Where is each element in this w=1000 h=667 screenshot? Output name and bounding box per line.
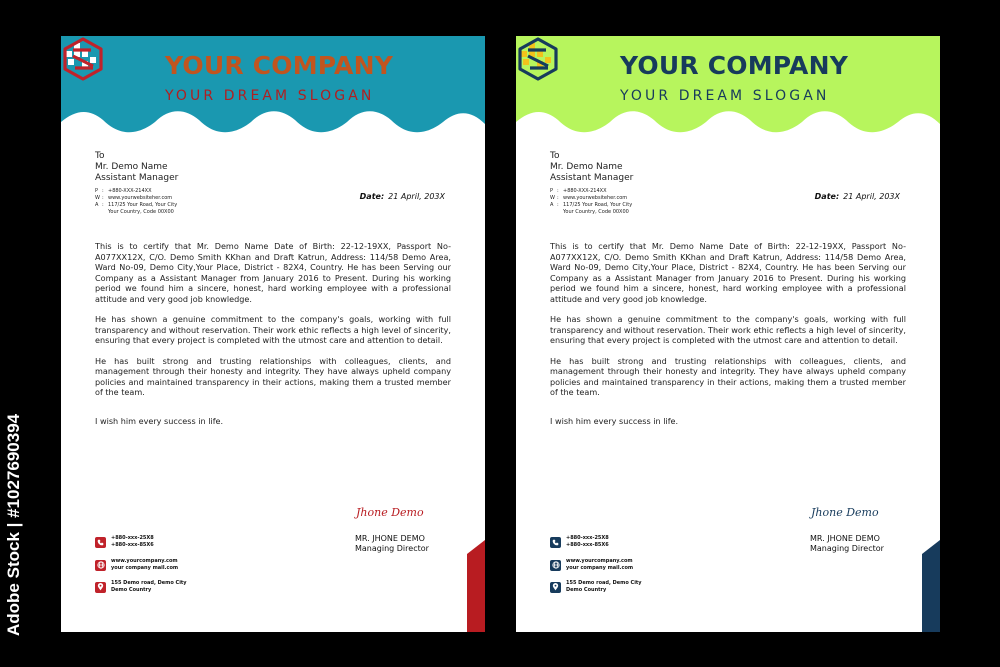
contact-row [95,195,177,202]
contact-row [550,202,632,209]
contact-value: +880-XXX-214XX [563,188,607,194]
contact-colon: : [102,188,104,194]
footer-website: www.yourcompany.com [111,558,178,564]
sender-contact-block [95,188,177,216]
footer-address-line-2: Demo Country [566,587,607,593]
contact-row [550,209,632,216]
contact-value: www.yourwebsiteher.com [563,195,628,201]
signer-name: MR. JHONE DEMO [355,534,425,543]
recipient-name: Mr. Demo Name [550,162,623,172]
contact-value: 117/25 Your Road, Your City [563,202,633,208]
letterhead-page-teal [61,36,485,632]
contact-key: W [550,195,555,201]
contact-row [95,209,177,216]
company-logo-icon [516,36,560,82]
letter-body [550,241,906,436]
contact-colon: : [557,195,559,201]
location-pin-icon [95,582,106,593]
letter-date [815,192,900,201]
date-label: Date: [359,192,385,201]
contact-value: Your Country, Code 00X00 [563,209,629,215]
contact-key: P [550,188,554,194]
footer-phone-2: +880-xxx-85X6 [566,542,609,548]
header-band [516,36,940,146]
footer-web [550,558,633,572]
contact-value: www.yourwebsiteher.com [108,195,173,201]
footer-phone [95,535,154,549]
footer-website: www.yourcompany.com [566,558,633,564]
footer-phone-1: +880-xxx-25X8 [566,535,609,541]
recipient-block [95,151,178,184]
date-label: Date: [814,192,840,201]
body-paragraph-2: He has shown a genuine commitment to the company's goals, working with full transparency and without reservation. Their work ethic reflects a high level of sincerity, ensuring that every project is completed with the utmost care and attention to detail. [95,314,451,345]
recipient-title: Assistant Manager [95,173,179,183]
handwritten-signature: Jhone Demo [356,506,424,519]
side-watermark: Adobe Stock | #1027690394 [4,413,23,636]
company-name: YOUR COMPANY [165,51,393,80]
date-value: 21 April, 203X [843,192,900,201]
globe-icon [95,560,106,571]
footer-address-line-2: Demo Country [111,587,152,593]
signer-title: Managing Director [355,544,429,553]
sender-contact-block [550,188,632,216]
footer-phone-2: +880-xxx-85X6 [111,542,154,548]
contact-row [550,188,632,195]
contact-key: P [95,188,99,194]
contact-value: 117/25 Your Road, Your City [108,202,178,208]
location-pin-icon [550,582,561,593]
body-paragraph-3: He has built strong and trusting relationships with colleagues, clients, and management through their honesty and integrity. They have always upheld company policies and maintained transparency in their actions, making them a trusted member of the team. [550,355,906,397]
footer-address [550,580,642,594]
letterhead-page-lime [516,36,940,632]
header-band [61,36,485,146]
company-slogan: YOUR DREAM SLOGAN [165,88,375,104]
body-paragraph-1: This is to certify that Mr. Demo Name Date of Birth: 22-12-19XX, Passport No-A077XX12X, C/O. Demo Smith KKhan and Draft Katrun, Address: 114/58 Demo Area, Ward No-09, Demo City,Your Place, District - 82X4, Country. He has been Serving our Company as a Assistant Manager from January 2016 to Present. During his working period we found him a sincere, honest, hard working employee with a professional attitude and very good job knowledge. [95,241,451,304]
handwritten-signature: Jhone Demo [811,506,879,519]
phone-icon [95,537,106,548]
footer-address-line-1: 155 Demo road, Demo City [111,580,187,586]
contact-value: Your Country, Code 00X00 [108,209,174,215]
contact-row [95,188,177,195]
footer-email: your company mail.com [111,565,179,571]
recipient-title: Assistant Manager [550,173,634,183]
contact-colon: : [557,188,559,194]
body-paragraph-3: He has built strong and trusting relationships with colleagues, clients, and management through their honesty and integrity. They have always upheld company policies and maintained transparency in their actions, making them a trusted member of the team. [95,355,451,397]
contact-key [95,209,102,216]
contact-key: W [95,195,100,201]
contact-colon: : [102,195,104,201]
company-slogan: YOUR DREAM SLOGAN [620,88,830,104]
letter-body [95,241,451,436]
signer-block [810,534,884,554]
recipient-to: To [550,151,560,161]
signer-name: MR. JHONE DEMO [810,534,880,543]
body-paragraph-1: This is to certify that Mr. Demo Name Date of Birth: 22-12-19XX, Passport No-A077XX12X, C/O. Demo Smith KKhan and Draft Katrun, Address: 114/58 Demo Area, Ward No-09, Demo City,Your Place, District - 82X4, Country. He has been Serving our Company as a Assistant Manager from January 2016 to Present. During his working period we found him a sincere, honest, hard working employee with a professional attitude and very good job knowledge. [550,241,906,304]
recipient-block [550,151,633,184]
contact-row [550,195,632,202]
body-paragraph-2: He has shown a genuine commitment to the company's goals, working with full transparency and without reservation. Their work ethic reflects a high level of sincerity, ensuring that every project is completed with the utmost care and attention to detail. [550,314,906,345]
closing-line: I wish him every success in life. [550,415,679,426]
contact-key: A [95,202,99,208]
contact-key: A [550,202,554,208]
contact-value: +880-XXX-214XX [108,188,152,194]
contact-colon: : [102,202,104,208]
signer-block [355,534,429,554]
footer-address [95,580,187,594]
signer-title: Managing Director [810,544,884,553]
recipient-name: Mr. Demo Name [95,162,168,172]
corner-accent-shape [467,540,485,632]
footer-address-line-1: 155 Demo road, Demo City [566,580,642,586]
globe-icon [550,560,561,571]
footer-phone [550,535,609,549]
recipient-to: To [95,151,105,161]
footer-email: your company mail.com [566,565,634,571]
contact-key [550,209,557,216]
corner-accent-shape [922,540,940,632]
contact-row [95,202,177,209]
phone-icon [550,537,561,548]
footer-web [95,558,178,572]
footer-phone-1: +880-xxx-25X8 [111,535,154,541]
company-logo-icon [61,36,105,82]
contact-colon: : [557,202,559,208]
letter-date [360,192,445,201]
company-name: YOUR COMPANY [620,51,848,80]
closing-line: I wish him every success in life. [95,415,224,426]
date-value: 21 April, 203X [388,192,445,201]
